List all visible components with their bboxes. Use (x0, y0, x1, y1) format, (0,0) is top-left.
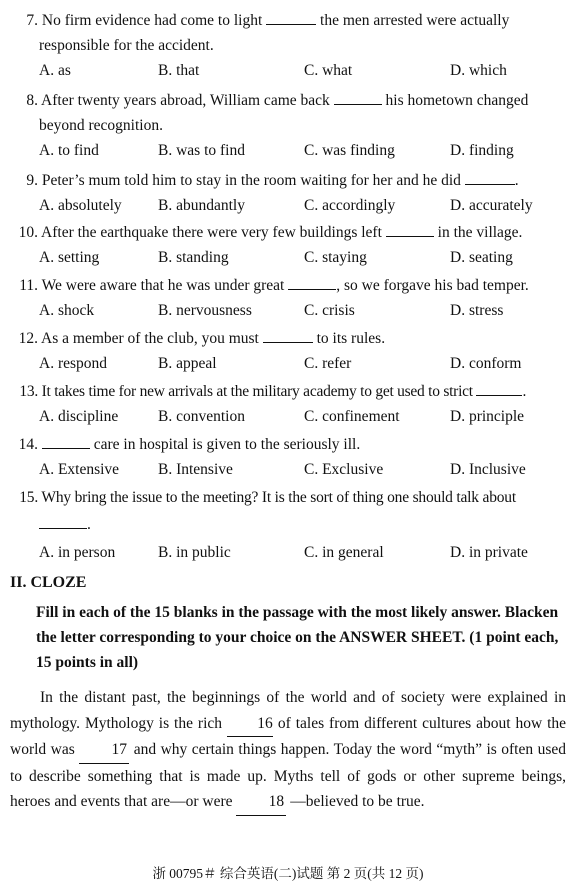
question-13 (14, 379, 562, 429)
option-a: A. in person (39, 544, 116, 561)
option-b: B. appeal (158, 355, 217, 372)
question-stem-cont: . (87, 516, 91, 533)
option-b: B. Intensive (158, 461, 233, 478)
cloze-blank-18: 18 (236, 789, 286, 816)
option-c: C. Exclusive (304, 461, 384, 478)
question-stem: Why bring the issue to the meeting? It is the sort of thing one should talk about (41, 489, 516, 506)
cloze-blank-17: 17 (79, 737, 129, 764)
question-stem-cont: , so we forgave his bad temper. (336, 277, 529, 294)
question-stem: We were aware that he was under great (41, 277, 285, 294)
option-b: B. that (158, 62, 200, 79)
option-d: D. seating (450, 249, 513, 266)
question-stem: No firm evidence had come to light (41, 12, 263, 29)
question-stem-line2: responsible for the accident. (39, 37, 214, 54)
answer-blank (266, 9, 316, 25)
section-instructions: Fill in each of the 15 blanks in the passage with the most likely answer. Blacken the letter corresponding to your choice on the ANSWER SHEET. (1 point each, 15 points in all) (36, 604, 559, 671)
passage-paragraph (10, 685, 566, 816)
question-9 (14, 168, 562, 218)
question-15 (14, 485, 562, 565)
question-stem-cont: care in hospital is given to the seriously ill. (93, 436, 361, 453)
passage-text: of tales from different cultures about how the world was (10, 714, 567, 758)
option-c: C. accordingly (304, 197, 396, 214)
option-d: D. which (450, 62, 507, 79)
question-number: 9. (26, 172, 38, 189)
option-a: A. respond (39, 355, 108, 372)
options-row (14, 245, 562, 270)
question-number: 10. (18, 224, 38, 241)
option-c: C. was finding (304, 142, 395, 159)
question-stem-cont: in the village. (437, 224, 523, 241)
cloze-passage (10, 685, 566, 816)
option-a: A. as (39, 62, 71, 79)
option-c: C. refer (304, 355, 352, 372)
answer-blank (386, 221, 434, 237)
option-d: D. Inclusive (450, 461, 526, 478)
options-row (14, 58, 562, 83)
option-c: C. in general (304, 544, 384, 561)
options-row (14, 193, 562, 218)
option-c: C. what (304, 62, 353, 79)
question-number: 12. (18, 330, 38, 347)
option-d: D. stress (450, 302, 504, 319)
option-b: B. in public (158, 544, 231, 561)
answer-blank (288, 274, 336, 290)
option-b: B. standing (158, 249, 229, 266)
question-stem-cont: to its rules. (316, 330, 386, 347)
question-11 (14, 273, 562, 323)
option-a: A. to find (39, 142, 99, 159)
question-stem-cont: his hometown changed (385, 92, 529, 109)
answer-blank (476, 380, 522, 396)
passage-text: and why certain things happen. Today the word “myth” is often used to describe something that is made up. Myths tell of gods or other supreme beings, heroes and events that are—or were (10, 741, 566, 810)
question-number: 13. (19, 383, 38, 400)
answer-blank (465, 169, 515, 185)
options-row (14, 457, 562, 482)
options-row (14, 298, 562, 323)
question-number: 11. (19, 277, 38, 294)
options-row (14, 404, 562, 429)
question-number: 15. (19, 489, 38, 506)
question-10 (14, 220, 562, 270)
question-stem-cont: . (522, 383, 527, 400)
option-a: A. Extensive (39, 461, 120, 478)
option-d: D. in private (450, 544, 528, 561)
option-a: A. shock (39, 302, 95, 319)
option-b: B. nervousness (158, 302, 252, 319)
question-number: 7. (26, 12, 38, 29)
question-number: 8. (26, 92, 38, 109)
option-c: C. staying (304, 249, 367, 266)
page-footer: 浙 00795＃ 综合英语(二)试题 第 2 页(共 12 页) (152, 866, 424, 881)
options-row (14, 351, 562, 376)
option-a: A. absolutely (39, 197, 122, 214)
question-stem: After twenty years abroad, William came back (41, 92, 330, 109)
option-c: C. crisis (304, 302, 355, 319)
cloze-blank-16: 16 (227, 711, 273, 738)
question-stem-cont: the men arrested were actually (320, 12, 510, 29)
options-row (14, 540, 562, 565)
passage-text: In the distant past, the beginnings of the world and of society were explained in mythology. Mythology is the rich (10, 689, 566, 732)
option-b: B. was to find (158, 142, 245, 159)
answer-blank (263, 327, 313, 343)
question-stem: Peter’s mum told him to stay in the room waiting for her and he did (41, 172, 461, 189)
option-a: A. discipline (39, 408, 119, 425)
option-d: D. principle (450, 408, 525, 425)
options-row (14, 138, 562, 163)
option-d: D. conform (450, 355, 522, 372)
answer-blank (42, 433, 90, 449)
question-number: 14. (18, 436, 38, 453)
question-7 (14, 8, 562, 83)
option-d: D. finding (450, 142, 514, 159)
answer-blank (334, 89, 382, 105)
option-b: B. abundantly (158, 197, 245, 214)
question-14 (14, 432, 562, 482)
option-c: C. confinement (304, 408, 400, 425)
section-title: II. CLOZE (10, 574, 87, 591)
question-stem-line2: beyond recognition. (39, 117, 163, 134)
question-stem: It takes time for new arrivals at the military academy to get used to strict (41, 383, 473, 400)
option-b: B. convention (158, 408, 245, 425)
answer-blank (39, 513, 87, 529)
question-stem: After the earthquake there were very few buildings left (41, 224, 382, 241)
passage-text: —believed to be true. (290, 793, 425, 810)
option-d: D. accurately (450, 197, 533, 214)
question-12 (14, 326, 562, 376)
question-stem: As a member of the club, you must (41, 330, 259, 347)
question-8 (14, 88, 562, 163)
option-a: A. setting (39, 249, 100, 266)
question-stem-cont: . (514, 172, 519, 189)
